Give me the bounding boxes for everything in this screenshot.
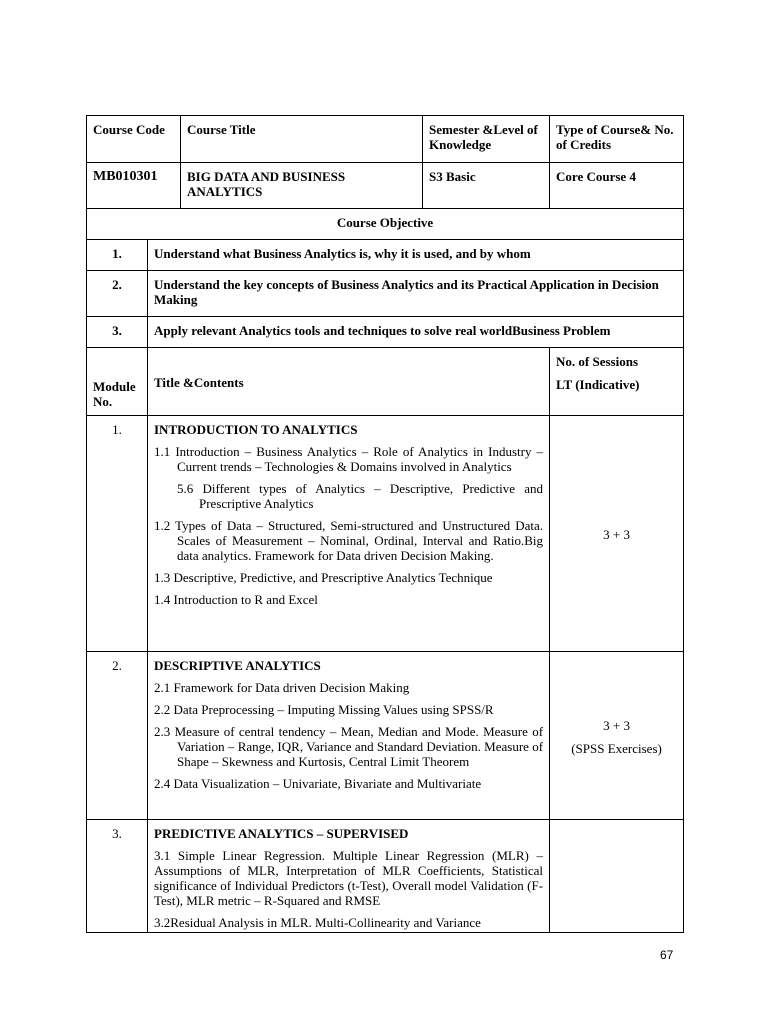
module-title: INTRODUCTION TO ANALYTICS — [154, 422, 358, 437]
sessions-note: (SPSS Exercises) — [571, 740, 662, 756]
course-title: BIG DATA AND BUSINESS ANALYTICS — [181, 163, 423, 209]
module-number: 3. — [87, 820, 148, 933]
objective-row — [87, 317, 684, 348]
objective-text: Understand the key concepts of Business Analytics and its Practical Application in Decision Making — [148, 271, 684, 317]
module-item: 3.2Residual Analysis in MLR. Multi-Collinearity and Variance — [154, 915, 481, 930]
module-item: 3.1 Simple Linear Regression. Multiple Linear Regression (MLR) – Assumptions of MLR, Interpretation of MLR Coefficients, Statistical significance of Individual Predictors (t-Test), Overall model Validation (F-Test), MLR metric – R-Squared and RMSE — [154, 848, 544, 908]
module-number: 1. — [87, 416, 148, 652]
module-item: 1.4 Introduction to R and Excel — [154, 592, 318, 607]
module-contents — [148, 652, 550, 820]
module-item: 2.3 Measure of central tendency – Mean, Median and Mode. Measure of Variation – Range, IQR, Variance and Standard Deviation. Measure of Shape – Skewness and Kurtosis, Central Limit Theorem — [154, 724, 544, 769]
objective-number: 3. — [87, 317, 148, 348]
module-contents — [148, 820, 550, 933]
objective-number: 2. — [87, 271, 148, 317]
header-course-title: Course Title — [181, 116, 423, 163]
module-header-row — [87, 348, 684, 416]
objective-heading-row — [87, 209, 684, 240]
module-item: 1.3 Descriptive, Predictive, and Prescriptive Analytics Technique — [154, 570, 493, 585]
header-row — [87, 116, 684, 163]
module-no-header: Module No. — [87, 348, 148, 416]
module-title: PREDICTIVE ANALYTICS – SUPERVISED — [154, 826, 409, 841]
sessions-value: 3 + 3 — [603, 527, 630, 542]
objective-text: Understand what Business Analytics is, why it is used, and by whom — [148, 240, 684, 271]
module-row — [87, 652, 684, 820]
objective-row — [87, 240, 684, 271]
objective-heading: Course Objective — [87, 209, 684, 240]
module-item: 2.4 Data Visualization – Univariate, Bivariate and Multivariate — [154, 776, 482, 791]
header-semester: Semester &Level of Knowledge — [423, 116, 550, 163]
module-item: 2.2 Data Preprocessing – Imputing Missing Values using SPSS/R — [154, 702, 494, 717]
course-row — [87, 163, 684, 209]
objective-number: 1. — [87, 240, 148, 271]
module-item: 1.1 Introduction – Business Analytics – Role of Analytics in Industry – Current trends – Technologies & Domains involved in Analytics — [154, 444, 544, 474]
header-course-code: Course Code — [87, 116, 181, 163]
objective-text: Apply relevant Analytics tools and techniques to solve real worldBusiness Problem — [148, 317, 684, 348]
sessions-header-line1: No. of Sessions — [556, 354, 639, 369]
module-row — [87, 820, 684, 933]
module-sessions — [550, 416, 684, 652]
objective-row — [87, 271, 684, 317]
course-semester: S3 Basic — [423, 163, 550, 209]
sessions-header — [550, 348, 684, 416]
module-number: 2. — [87, 652, 148, 820]
module-title: DESCRIPTIVE ANALYTICS — [154, 658, 321, 673]
header-course-type: Type of Course& No. of Credits — [550, 116, 684, 163]
course-code: MB010301 — [87, 163, 181, 209]
module-title-header: Title &Contents — [148, 348, 550, 416]
module-item: 1.2 Types of Data – Structured, Semi-structured and Unstructured Data. Scales of Measurement – Nominal, Ordinal, Interval and Ratio.Big data analytics. Framework for Data driven Decision Making. — [154, 518, 544, 563]
module-item: 5.6 Different types of Analytics – Descriptive, Predictive and Prescriptive Analytics — [177, 481, 544, 511]
module-row — [87, 416, 684, 652]
module-sessions — [550, 652, 684, 820]
sessions-value: 3 + 3 — [603, 717, 630, 733]
module-item: 2.1 Framework for Data driven Decision Making — [154, 680, 410, 695]
module-sessions — [550, 820, 684, 933]
page-number: 67 — [660, 948, 674, 962]
course-table — [86, 115, 684, 933]
module-contents — [148, 416, 550, 652]
sessions-header-line2: LT (Indicative) — [556, 377, 640, 392]
course-type: Core Course 4 — [550, 163, 684, 209]
